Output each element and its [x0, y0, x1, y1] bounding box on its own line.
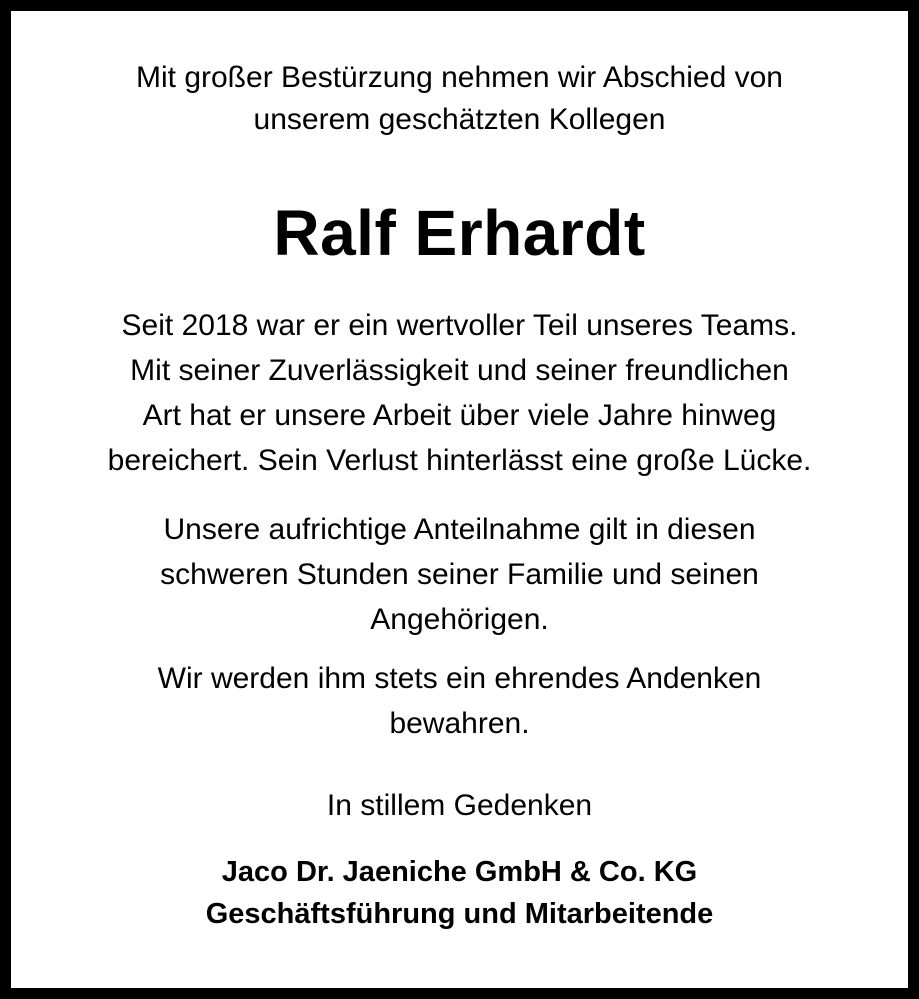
intro-line: Mit großer Bestürzung nehmen wir Abschied von: [136, 61, 783, 94]
condolence-paragraph: [11, 507, 908, 642]
remembrance-line: Wir werden ihm stets ein ehrendes Andenken: [157, 662, 762, 695]
company-name: Jaco Dr. Jaeniche GmbH & Co. KG: [221, 856, 698, 888]
company-signature: [11, 851, 908, 935]
intro-line: unserem geschätzten Kollegen: [253, 103, 666, 136]
closing-phrase: In stillem Gedenken: [326, 789, 593, 822]
deceased-name: Ralf Erhardt: [273, 197, 646, 269]
remembrance-line: bewahren.: [389, 707, 530, 740]
obituary-notice: [11, 11, 908, 988]
remembrance-paragraph: [11, 656, 908, 746]
tribute-line: Seit 2018 war er ein wertvoller Teil unseres Teams.: [121, 309, 798, 342]
condolence-line: Angehörigen.: [370, 603, 549, 636]
condolence-line: Unsere aufrichtige Anteilnahme gilt in diesen: [163, 513, 756, 546]
condolence-line: schweren Stunden seiner Familie und seinen: [160, 558, 759, 591]
tribute-line: Mit seiner Zuverlässigkeit und seiner freundlichen: [130, 354, 789, 387]
intro-text: [11, 57, 908, 141]
tribute-paragraph: [11, 303, 908, 483]
tribute-line: bereichert. Sein Verlust hinterlässt eine große Lücke.: [107, 444, 812, 477]
tribute-line: Art hat er unsere Arbeit über viele Jahre hinweg: [142, 399, 777, 432]
company-staff: Geschäftsführung und Mitarbeitende: [205, 898, 714, 930]
